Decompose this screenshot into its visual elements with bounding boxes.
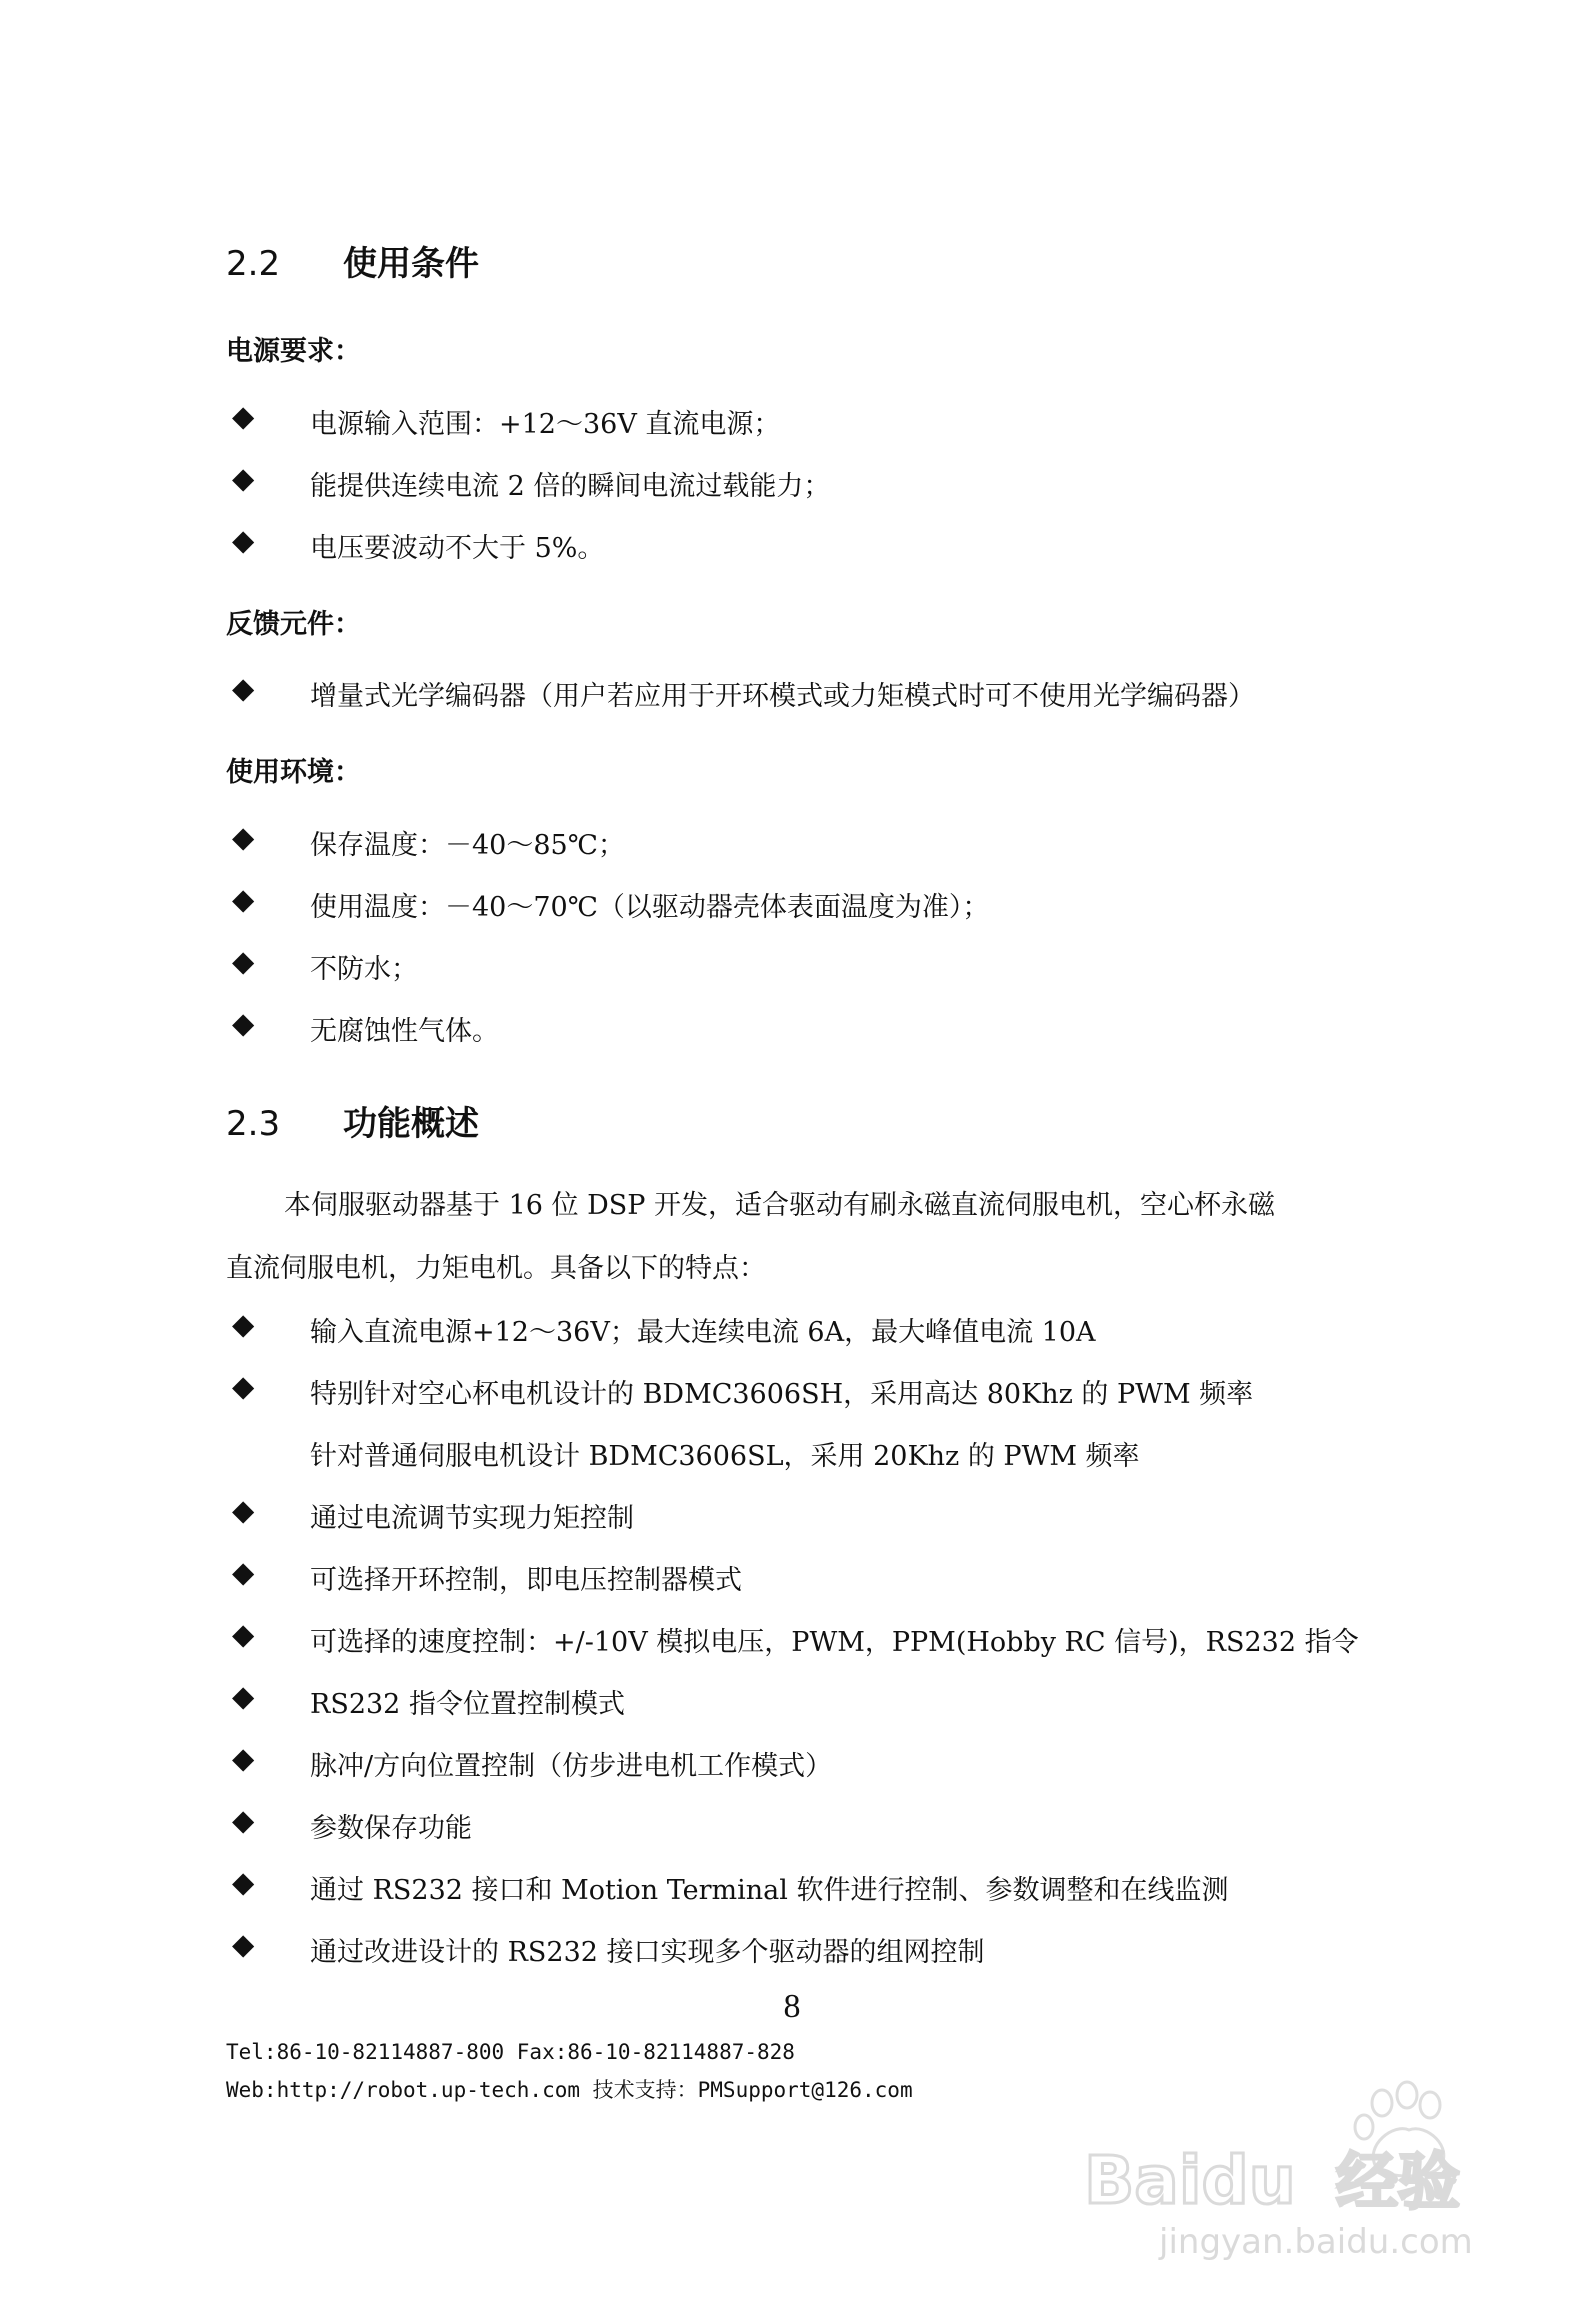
list-item: 通过电流调节实现力矩控制 [310, 1503, 634, 1534]
list-item: 使用温度：－40～70℃（以驱动器壳体表面温度为准）； [310, 892, 990, 923]
bullet-icon: ◆ [232, 461, 255, 495]
bullet-icon: ◆ [232, 523, 255, 557]
list-item: 脉冲/方向位置控制（仿步进电机工作模式） [310, 1751, 833, 1782]
section-heading-2-2 [226, 236, 479, 285]
list-item-continuation: 针对普通伺服电机设计 BDMC3606SL，采用 20Khz 的 PWM 频率 [310, 1441, 1140, 1472]
intro-paragraph-line-1: 本伺服驱动器基于 16 位 DSP 开发，适合驱动有刷永磁直流伺服电机，空心杯永磁 [284, 1190, 1275, 1221]
list-item: 通过改进设计的 RS232 接口实现多个驱动器的组网控制 [310, 1937, 985, 1968]
bullet-icon: ◆ [232, 882, 255, 916]
section-title: 功能概述 [343, 1104, 479, 1144]
watermark-brand-cn: 经验 [1336, 2145, 1461, 2218]
bullet-icon: ◆ [232, 399, 255, 433]
environment-heading: 使用环境： [226, 757, 361, 788]
section-number: 2.2 [226, 244, 281, 284]
bullet-icon: ◆ [232, 820, 255, 854]
list-item: 参数保存功能 [310, 1813, 472, 1844]
list-item: 电压要波动不大于 5%。 [310, 533, 605, 564]
bullet-icon: ◆ [232, 1369, 255, 1403]
list-item: 不防水； [310, 954, 418, 985]
footer-web-line: Web:http://robot.up-tech.com 技术支持：PMSupport@126.com [226, 2078, 913, 2102]
baidu-jingyan-watermark [1064, 2075, 1514, 2265]
bullet-icon: ◆ [232, 944, 255, 978]
bullet-icon: ◆ [232, 1617, 255, 1651]
bullet-icon: ◆ [232, 671, 255, 705]
bullet-icon: ◆ [232, 1679, 255, 1713]
bullet-icon: ◆ [232, 1927, 255, 1961]
page-number: 8 [783, 1988, 801, 2025]
bullet-icon: ◆ [232, 1307, 255, 1341]
bullet-icon: ◆ [232, 1006, 255, 1040]
list-item: 特别针对空心杯电机设计的 BDMC3606SH，采用高达 80Khz 的 PWM 频率 [310, 1379, 1254, 1410]
list-item: 无腐蚀性气体。 [310, 1016, 499, 1047]
bullet-icon: ◆ [232, 1555, 255, 1589]
footer-contact-line: Tel:86-10-82114887-800 Fax:86-10-82114887-828 [226, 2040, 795, 2064]
section-number: 2.3 [226, 1104, 281, 1144]
bullet-icon: ◆ [232, 1493, 255, 1527]
intro-paragraph-line-2: 直流伺服电机，力矩电机。具备以下的特点： [226, 1253, 766, 1284]
watermark-url: jingyan.baidu.com [1159, 2222, 1473, 2262]
bullet-icon: ◆ [232, 1741, 255, 1775]
list-item: 通过 RS232 接口和 Motion Terminal 软件进行控制、参数调整和在线监测 [310, 1875, 1229, 1906]
bullet-icon: ◆ [232, 1865, 255, 1899]
list-item: RS232 指令位置控制模式 [310, 1689, 625, 1720]
feedback-heading: 反馈元件： [226, 609, 361, 640]
list-item: 保存温度：－40～85℃； [310, 830, 625, 861]
list-item: 输入直流电源+12～36V；最大连续电流 6A，最大峰值电流 10A [310, 1317, 1096, 1348]
list-item: 可选择开环控制，即电压控制器模式 [310, 1565, 742, 1596]
watermark-brand: Baidu [1084, 2142, 1296, 2219]
power-heading: 电源要求： [226, 336, 361, 367]
list-item: 可选择的速度控制：+/-10V 模拟电压，PWM，PPM(Hobby RC 信号)，RS232 指令 [310, 1627, 1359, 1658]
bullet-icon: ◆ [232, 1803, 255, 1837]
list-item: 能提供连续电流 2 倍的瞬间电流过载能力； [310, 471, 831, 502]
list-item: 增量式光学编码器（用户若应用于开环模式或力矩模式时可不使用光学编码器） [310, 681, 1255, 712]
list-item: 电源输入范围：+12～36V 直流电源； [310, 409, 781, 440]
section-title: 使用条件 [343, 244, 479, 284]
section-heading-2-3 [226, 1096, 479, 1145]
